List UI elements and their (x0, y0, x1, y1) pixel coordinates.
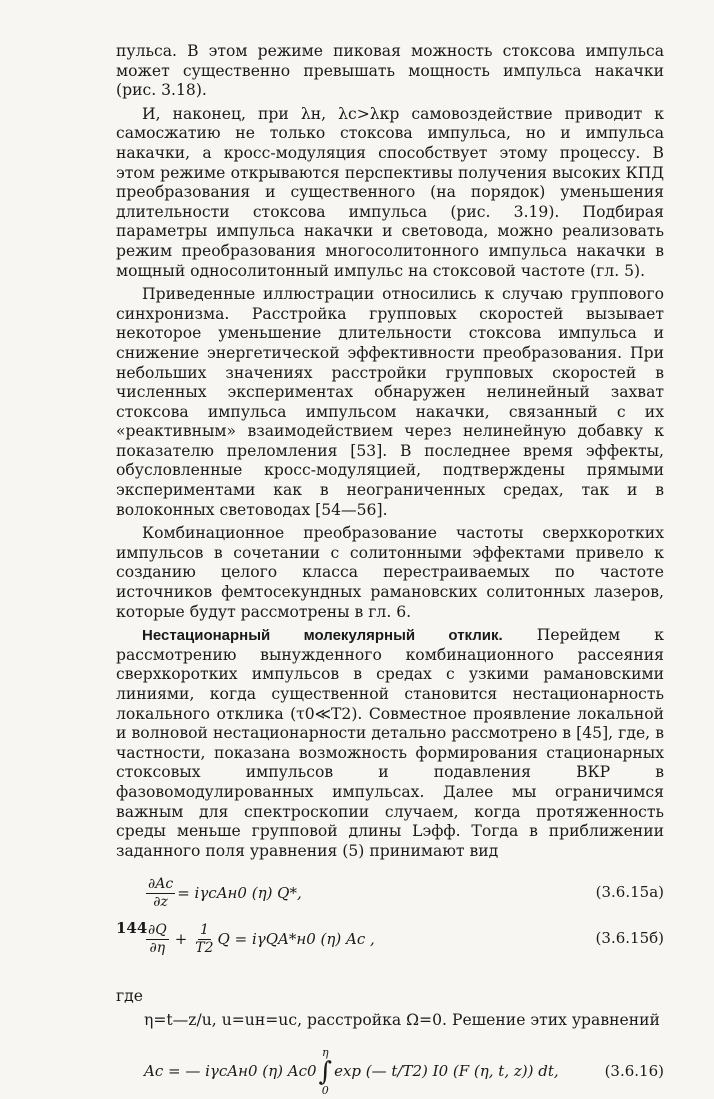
eq1-derivative (146, 876, 175, 911)
equation-3-6-16 (116, 1045, 664, 1099)
paragraph-5 (116, 626, 664, 861)
eq1-number: (3.6.15а) (595, 883, 664, 902)
paragraph-5-text: Перейдем к рассмотрению вынужденного комбинационного рассеяния сверхкоротких импульсов в средах с узкими рамановскими линиями, когда существенной становится нестационарность локального отклика (τ0≪T2). Совместное проявление локальной и волновой нестационарности детально рассмотрено в [45], где, в частности, показана возможность формирования стационарных стоксовых импульсов и подавления ВКР в фазовомодулированных импульсах. Далее мы ограничимся важным для спектроскопии случаем, когда протяженность среды меньше групповой длины Lэфф. Тогда в приближении заданного поля уравнения (5) принимают вид (116, 626, 664, 860)
eq2-rhs: Q = iγQA*н0 (η) Aс , (217, 929, 375, 948)
eq2-plus: + (174, 929, 188, 948)
eq2-frac-numerator: 1 (199, 921, 209, 938)
eq2-number: (3.6.15б) (595, 929, 664, 948)
eq2-derivative (146, 922, 169, 957)
page-number: 144 (116, 919, 148, 937)
section-run-in-heading: Нестационарный молекулярный отклик. (142, 627, 503, 645)
paragraph-3: Приведенные иллюстрации относились к случаю группового синхронизма. Расстройка групповых скоростей вызывает некоторое уменьшение длительности стоксова импульса и снижение энергетической эффективности преобразования. При небольших значениях расстройки групповых скоростей в численных экспериментах обнаружен нелинейный захват стоксова импульса импульсом накачки, связанный с их «реактивным» взаимодействием через нелинейную добавку к показателю преломления [53]. В последнее время эффекты, обусловленные кросс-модуляцией, подтверждены прямыми экспериментами как в неограниченных средах, так и в волоконных световодах [54—56]. (116, 285, 664, 519)
paragraph-4: Комбинационное преобразование частоты сверхкоротких импульсов в сочетании с солитонными эффектами привело к созданию целого класса перестраиваемых по частоте источников фемтосекундных рамановских солитонных лазеров, которые будут рассмотрены в гл. 6. (116, 524, 664, 621)
equation-3-6-15b (116, 917, 664, 961)
integral-symbol: ∫ (318, 1056, 333, 1087)
eq1-numerator: ∂Aс (148, 875, 174, 892)
integral-lower-limit: 0 (321, 1083, 329, 1097)
eq3-number: (3.6.16) (604, 1061, 664, 1080)
eq3-integrand: exp (— t/T2) I0 (F (η, t, z)) dt, (334, 1061, 559, 1080)
paragraph-2: И, наконец, при λн, λс>λкр самовоздействие приводит к самосжатию не только стоксова импульса, но и импульса накачки, а кросс-модуляция способствует этому процессу. В этом режиме открываются перспективы получения высоких КПД преобразования и существенного (на порядок) уменьшения длительности стоксова импульса (рис. 3.19). Подбирая параметры импульса накачки и световода, можно реализовать режим преобразования многосолитонного импульса накачки в мощный односолитонный импульс на стоксовой частоте (гл. 5). (116, 104, 664, 280)
eq2-fraction (193, 922, 215, 957)
eq2-frac-denominator: T2 (195, 939, 214, 956)
eq1-denominator: ∂z (153, 893, 168, 910)
paragraph-1: пульса. В этом режиме пиковая можность стоксова импульса может существенно превышать мощность импульса накачки (рис. 3.18). (116, 42, 664, 100)
eq2-denominator: ∂η (149, 939, 166, 956)
eq1-rhs: = iγсAн0 (η) Q*, (177, 883, 302, 902)
integral-sign (319, 1047, 333, 1097)
eq3-lhs: Aс = — iγсAн0 (η) Aс0 (144, 1061, 317, 1080)
page-body (116, 42, 664, 1099)
condition-line: η=t—z/u, u=uн=uс, расстройка Ω=0. Решение этих уравнений (144, 1010, 660, 1029)
eq2-numerator: ∂Q (148, 921, 167, 938)
where-word: где (116, 987, 143, 1006)
integral-upper-limit: η (322, 1045, 329, 1059)
equation-3-6-15a (116, 871, 664, 915)
